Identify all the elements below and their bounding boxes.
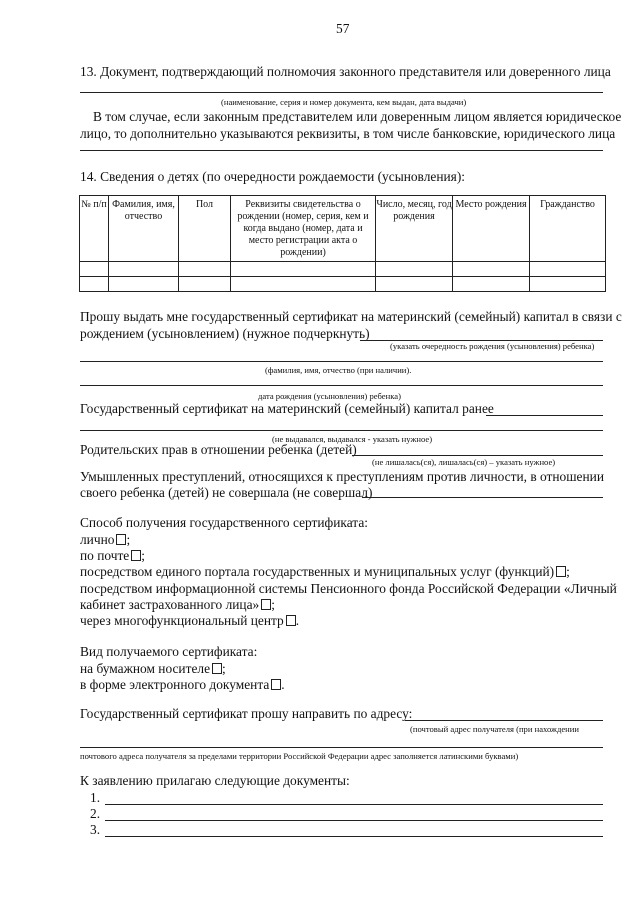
page-number: 57: [336, 21, 350, 36]
address-extra-field[interactable]: [80, 733, 603, 748]
address-label: Государственный сертификат прошу направить по адресу:: [80, 706, 413, 721]
table-row: [80, 262, 606, 277]
method-option-portal-label: посредством единого портала государственных и муниципальных услуг (функций): [80, 564, 555, 579]
attachment-field[interactable]: [105, 806, 603, 821]
table-cell[interactable]: [109, 277, 179, 292]
method-option-mfc-label: через многофункциональный центр: [80, 613, 284, 628]
col-fio-header: Фамилия, имя, отчество: [109, 196, 179, 262]
checkbox[interactable]: [556, 566, 566, 577]
method-option-in-person-label: лично: [80, 532, 115, 547]
type-option-paper-label: на бумажном носителе: [80, 661, 211, 676]
type-heading: Вид получаемого сертификата:: [80, 644, 258, 659]
table-cell[interactable]: [376, 262, 453, 277]
checkbox[interactable]: [286, 615, 296, 626]
table-cell[interactable]: [80, 277, 109, 292]
request-text-line1: Прошу выдать мне государственный сертификат на материнский (семейный) капитал в связи с: [80, 309, 622, 324]
checkbox[interactable]: [271, 679, 281, 690]
type-option-electronic[interactable]: в форме электронного документа .: [80, 677, 285, 692]
table-cell[interactable]: [530, 262, 606, 277]
children-table-header: [80, 196, 606, 262]
table-cell[interactable]: [179, 277, 231, 292]
table-cell[interactable]: [453, 262, 530, 277]
checkbox[interactable]: [261, 599, 271, 610]
attachment-field[interactable]: [105, 822, 603, 837]
representative-document-field[interactable]: [80, 78, 603, 93]
table-cell[interactable]: [231, 277, 376, 292]
child-fio-field[interactable]: [80, 347, 603, 362]
col-birthplace-header: Место рождения: [453, 196, 530, 262]
child-birthdate-field[interactable]: [80, 371, 603, 386]
child-birthdate-hint: дата рождения (усыновления) ребенка): [258, 391, 401, 401]
crimes-field[interactable]: [362, 483, 603, 498]
legal-entity-details-field[interactable]: [80, 136, 603, 151]
attachments-heading: К заявлению прилагаю следующие документы:: [80, 773, 350, 788]
legal-entity-text-line2: лицо, то дополнительно указываются реквизиты, в том числе банковские, юридического лица: [80, 126, 616, 141]
method-option-pfr-line1: посредством информационной системы Пенсионного фонда Российской Федерации «Личный: [80, 581, 617, 596]
certificate-before-hint: (не выдавался, выдавался - указать нужное): [272, 434, 433, 444]
attachment-number: 1.: [90, 790, 101, 805]
method-option-portal[interactable]: посредством единого портала государственных и муниципальных услуг (функций) ;: [80, 564, 570, 579]
col-citizenship-header: Гражданство: [530, 196, 606, 262]
child-order-hint: (указать очередность рождения (усыновления) ребенка): [390, 341, 595, 351]
table-cell[interactable]: [376, 277, 453, 292]
method-option-pfr-label: кабинет застрахованного лица»: [80, 597, 260, 612]
method-option-mfc[interactable]: через многофункциональный центр .: [80, 613, 300, 628]
method-heading: Способ получения государственного сертификата:: [80, 515, 368, 530]
parental-rights-field[interactable]: [352, 441, 603, 456]
table-row: [80, 277, 606, 292]
table-cell[interactable]: [109, 262, 179, 277]
child-order-field[interactable]: [360, 326, 603, 341]
attachment-number: 2.: [90, 806, 101, 821]
child-fio-hint: (фамилия, имя, отчество (при наличии).: [265, 365, 412, 375]
table-cell[interactable]: [179, 262, 231, 277]
crimes-text-line2: своего ребенка (детей) не совершала (не совершал): [80, 485, 373, 500]
certificate-before-label: Государственный сертификат на материнский (семейный) капитал ранее: [80, 401, 494, 416]
section-14-heading: 14. Сведения о детях (по очередности рождаемости (усыновления):: [80, 169, 465, 184]
type-option-paper[interactable]: на бумажном носителе ;: [80, 661, 226, 676]
address-hint-line1: (почтовый адрес получателя (при нахождении: [410, 724, 579, 734]
section-13-heading: 13. Документ, подтверждающий полномочия законного представителя или доверенного лица: [80, 64, 611, 79]
certificate-before-field[interactable]: [486, 401, 603, 416]
crimes-text-line1: Умышленных преступлений, относящихся к преступлениям против личности, в отношении: [80, 469, 604, 484]
children-table: [79, 195, 606, 292]
method-option-mail-label: по почте: [80, 548, 130, 563]
request-text-line2: рождением (усыновлением) (нужное подчеркнуть): [80, 326, 370, 341]
table-cell[interactable]: [453, 277, 530, 292]
method-option-mail[interactable]: по почте ;: [80, 548, 145, 563]
table-cell[interactable]: [80, 262, 109, 277]
checkbox[interactable]: [116, 534, 126, 545]
col-sex-header: Пол: [179, 196, 231, 262]
col-number-header: № п/п: [80, 196, 109, 262]
table-cell[interactable]: [231, 262, 376, 277]
checkbox[interactable]: [131, 550, 141, 561]
address-field[interactable]: [405, 706, 603, 721]
representative-document-hint: (наименование, серия и номер документа, кем выдан, дата выдачи): [221, 97, 467, 107]
attachment-field[interactable]: [105, 790, 603, 805]
type-option-electronic-label: в форме электронного документа: [80, 677, 270, 692]
parental-rights-hint: (не лишалась(ся), лишалась(ся) – указать нужное): [372, 457, 556, 467]
certificate-before-extra-field[interactable]: [80, 416, 603, 431]
address-hint-line2: почтового адреса получателя за пределами территории Российской Федерации адрес заполняется латинскими буквами): [80, 751, 519, 761]
checkbox[interactable]: [212, 663, 222, 674]
legal-entity-text-line1: В том случае, если законным представителем или доверенным лицом является юридическое: [93, 109, 622, 124]
parental-rights-label: Родительских прав в отношении ребенка (детей): [80, 442, 357, 457]
col-birthdate-header: Число, месяц, год рождения: [376, 196, 453, 262]
attachment-number: 3.: [90, 822, 101, 837]
method-option-pfr[interactable]: кабинет застрахованного лица» ;: [80, 597, 275, 612]
method-option-in-person[interactable]: лично ;: [80, 532, 131, 547]
table-cell[interactable]: [530, 277, 606, 292]
col-certificate-header: Реквизиты свидетельства о рождении (номер, серия, кем и когда выдано (номер, дата и место регистрации акта о рождении): [231, 196, 376, 262]
